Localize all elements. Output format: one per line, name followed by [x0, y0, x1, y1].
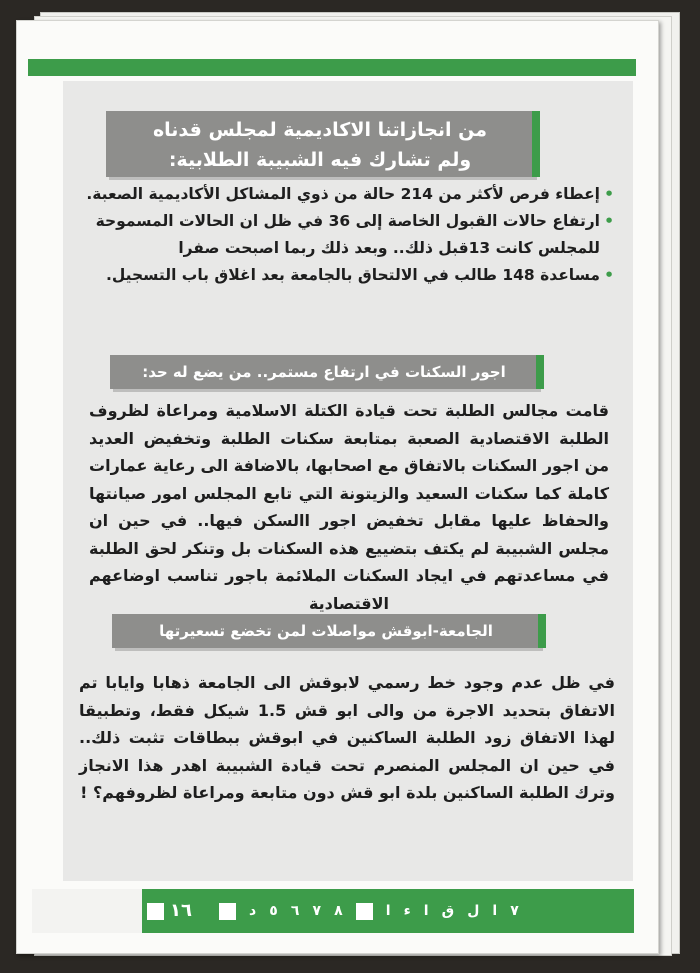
- achievements-list: [77, 181, 614, 289]
- achievements-heading: [106, 111, 534, 177]
- ticker-square-icon: [356, 903, 373, 920]
- ticker-glyph: ء: [403, 903, 411, 919]
- list-item: • إعطاء فرص لأكثر من 214 حالة من ذوي المشاكل الأكاديمية الصعبة.: [77, 181, 614, 208]
- housing-heading: اجور السكنات في ارتفاع مستمر.. من يضع له حد:: [110, 355, 538, 389]
- ticker-glyph: ا: [492, 903, 498, 919]
- bottom-bar-left-gap: [32, 889, 142, 933]
- housing-paragraph: قامت مجالس الطلبة تحت قيادة الكتلة الاسلامية ومراعاة لظروف الطلبة الاقتصادية الصعبة بمتابعة سكنات الطلبة وتخفيض العديد من اجور السكنات بالاتفاق مع اصحابها، بالاضافة الى رعاية عمارات كاملة كما سكنات السعيد والزيتونة التي تابع المجلس امور صيانتها والحفاظ عليها مقابل تخفيض اجور االسكن فيها.. في حين ان مجلس الشبيبة لم يكتف بتضييع هذه السكنات بل وتنكر لحق الطلبة في مساعدتهم في ايجاد السكنات الملائمة باجور تناسب اوضاعهم الاقتصادية: [89, 401, 609, 613]
- ticker-glyph: ٨: [334, 903, 343, 919]
- ticker-glyph: ٧: [312, 903, 322, 919]
- footer-ticker: [219, 899, 519, 923]
- achievements-heading-line1: من انجازاتنا الاكاديمية لمجلس قدناه: [152, 119, 488, 141]
- page-number-text: ١٦: [170, 900, 192, 921]
- list-item: • مساعدة 148 طالب في الالتحاق بالجامعة بعد اغلاق باب التسجيل.: [77, 262, 614, 289]
- ticker-glyph: ا: [423, 903, 429, 919]
- ticker-glyph: ا: [385, 903, 391, 919]
- ticker-glyph: ٥: [269, 903, 278, 919]
- page-number-square-icon: [147, 903, 164, 920]
- ticker-glyph: د: [249, 903, 257, 919]
- list-item: • ارتفاع حالات القبول الخاصة إلى 36 في ظل ان الحالات المسموحة للمجلس كانت 13قبل ذلك.. وبعد ذلك ربما اصبحت صفرا: [77, 208, 614, 262]
- top-green-bar: [28, 59, 636, 76]
- ticker-glyph: ٧: [510, 903, 519, 919]
- ticker-glyph: ٦: [290, 903, 300, 919]
- ticker-square-icon: [219, 903, 236, 920]
- ticker-glyph: ل: [467, 903, 480, 919]
- achievements-heading-line2: ولم تشارك فيه الشبيبة الطلابية:: [168, 149, 472, 171]
- transport-paragraph: في ظل عدم وجود خط رسمي لابوقش الى الجامعة ذهابا وايابا تم الاتفاق بتحديد الاجرة من والى ابو قش 1.5 شيكل فقط، وتطبيقا لهذا الاتفاق زود الطلبة الساكنين في ابوقش ببطاقات تثبت ذلك.. في حين ان المجلس المنصرم تحت قيادة الشبيبة اهدر هذا الانجاز وترك الطلبة الساكنين بلدة ابو قش دون متابعة ومراعاة لظروفهم؟ !: [79, 673, 615, 802]
- ticker-glyph: ق: [441, 903, 455, 919]
- page-number: [147, 899, 192, 923]
- document-page: [16, 20, 659, 954]
- transport-heading: الجامعة-ابوقش مواصلات لمن تخضع تسعيرتها: [112, 614, 540, 648]
